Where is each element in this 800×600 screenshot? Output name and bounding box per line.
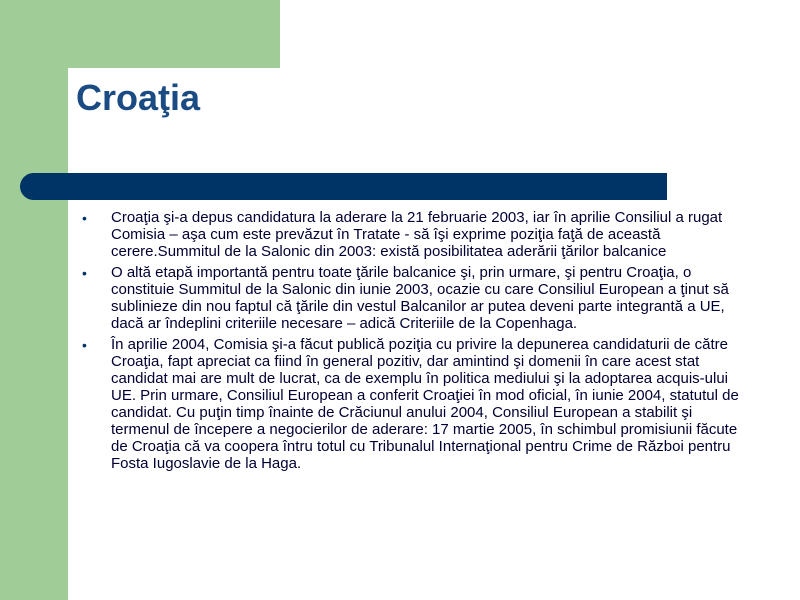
- bullet-item-1: [80, 209, 740, 260]
- slide-title: Croaţia: [76, 77, 201, 118]
- bullet-icon: •: [82, 337, 87, 353]
- bullet-text: În aprilie 2004, Comisia şi-a făcut publică poziţia cu privire la depunerea candidaturii de către Croaţia, fapt apreciat ca fiind în general pozitiv, dar amintind şi domenii în care acest stat candidat mai are mult de lucrat, ca de exemplu în politica mediului şi la adoptarea acquis-ului UE. Prin urmare, Consiliul European a conferit Croaţiei în mod oficial, în iunie 2004, statutul de candidat. Cu puţin timp înainte de Crăciunul anului 2004, Consiliul European a stabilit şi termenul de începere a negocierilor de aderare: 17 martie 2005, în schimbul promisiunii făcute de Croaţia că va coopera întru totul cu Tribunalul Internaţional pentru Crime de Război pentru Fosta Iugoslavie de la Haga.: [111, 336, 739, 472]
- green-side-band: [0, 0, 68, 600]
- green-top-band: [0, 0, 280, 68]
- bullet-icon: •: [82, 210, 87, 226]
- bullet-item-3: [80, 336, 740, 472]
- bullet-text: O altă etapă importantă pentru toate ţările balcanice şi, prin urmare, şi pentru Croaţia, o constituie Summitul de la Salonic din iunie 2003, ocazie cu care Consiliul European a ţinut să sublinieze din nou faptul că ţările din vestul Balcanilor ar putea deveni parte integrantă a UE, dacă ar îndeplini criteriile necesare – adică Criteriile de la Copenhaga.: [111, 264, 729, 332]
- title-underline-bar: [20, 173, 667, 200]
- bullet-text: Croaţia şi-a depus candidatura la aderare la 21 februarie 2003, iar în aprilie Consiliul a rugat Comisia – aşa cum este prevăzut în Tratate - să îşi exprime poziţia faţă de această cerere.Summitul de la Salonic din 2003: există posibilitatea aderării ţărilor balcanice: [111, 209, 723, 260]
- bullet-item-2: [80, 264, 740, 332]
- bullet-icon: •: [82, 265, 87, 281]
- bullet-list: [80, 209, 740, 476]
